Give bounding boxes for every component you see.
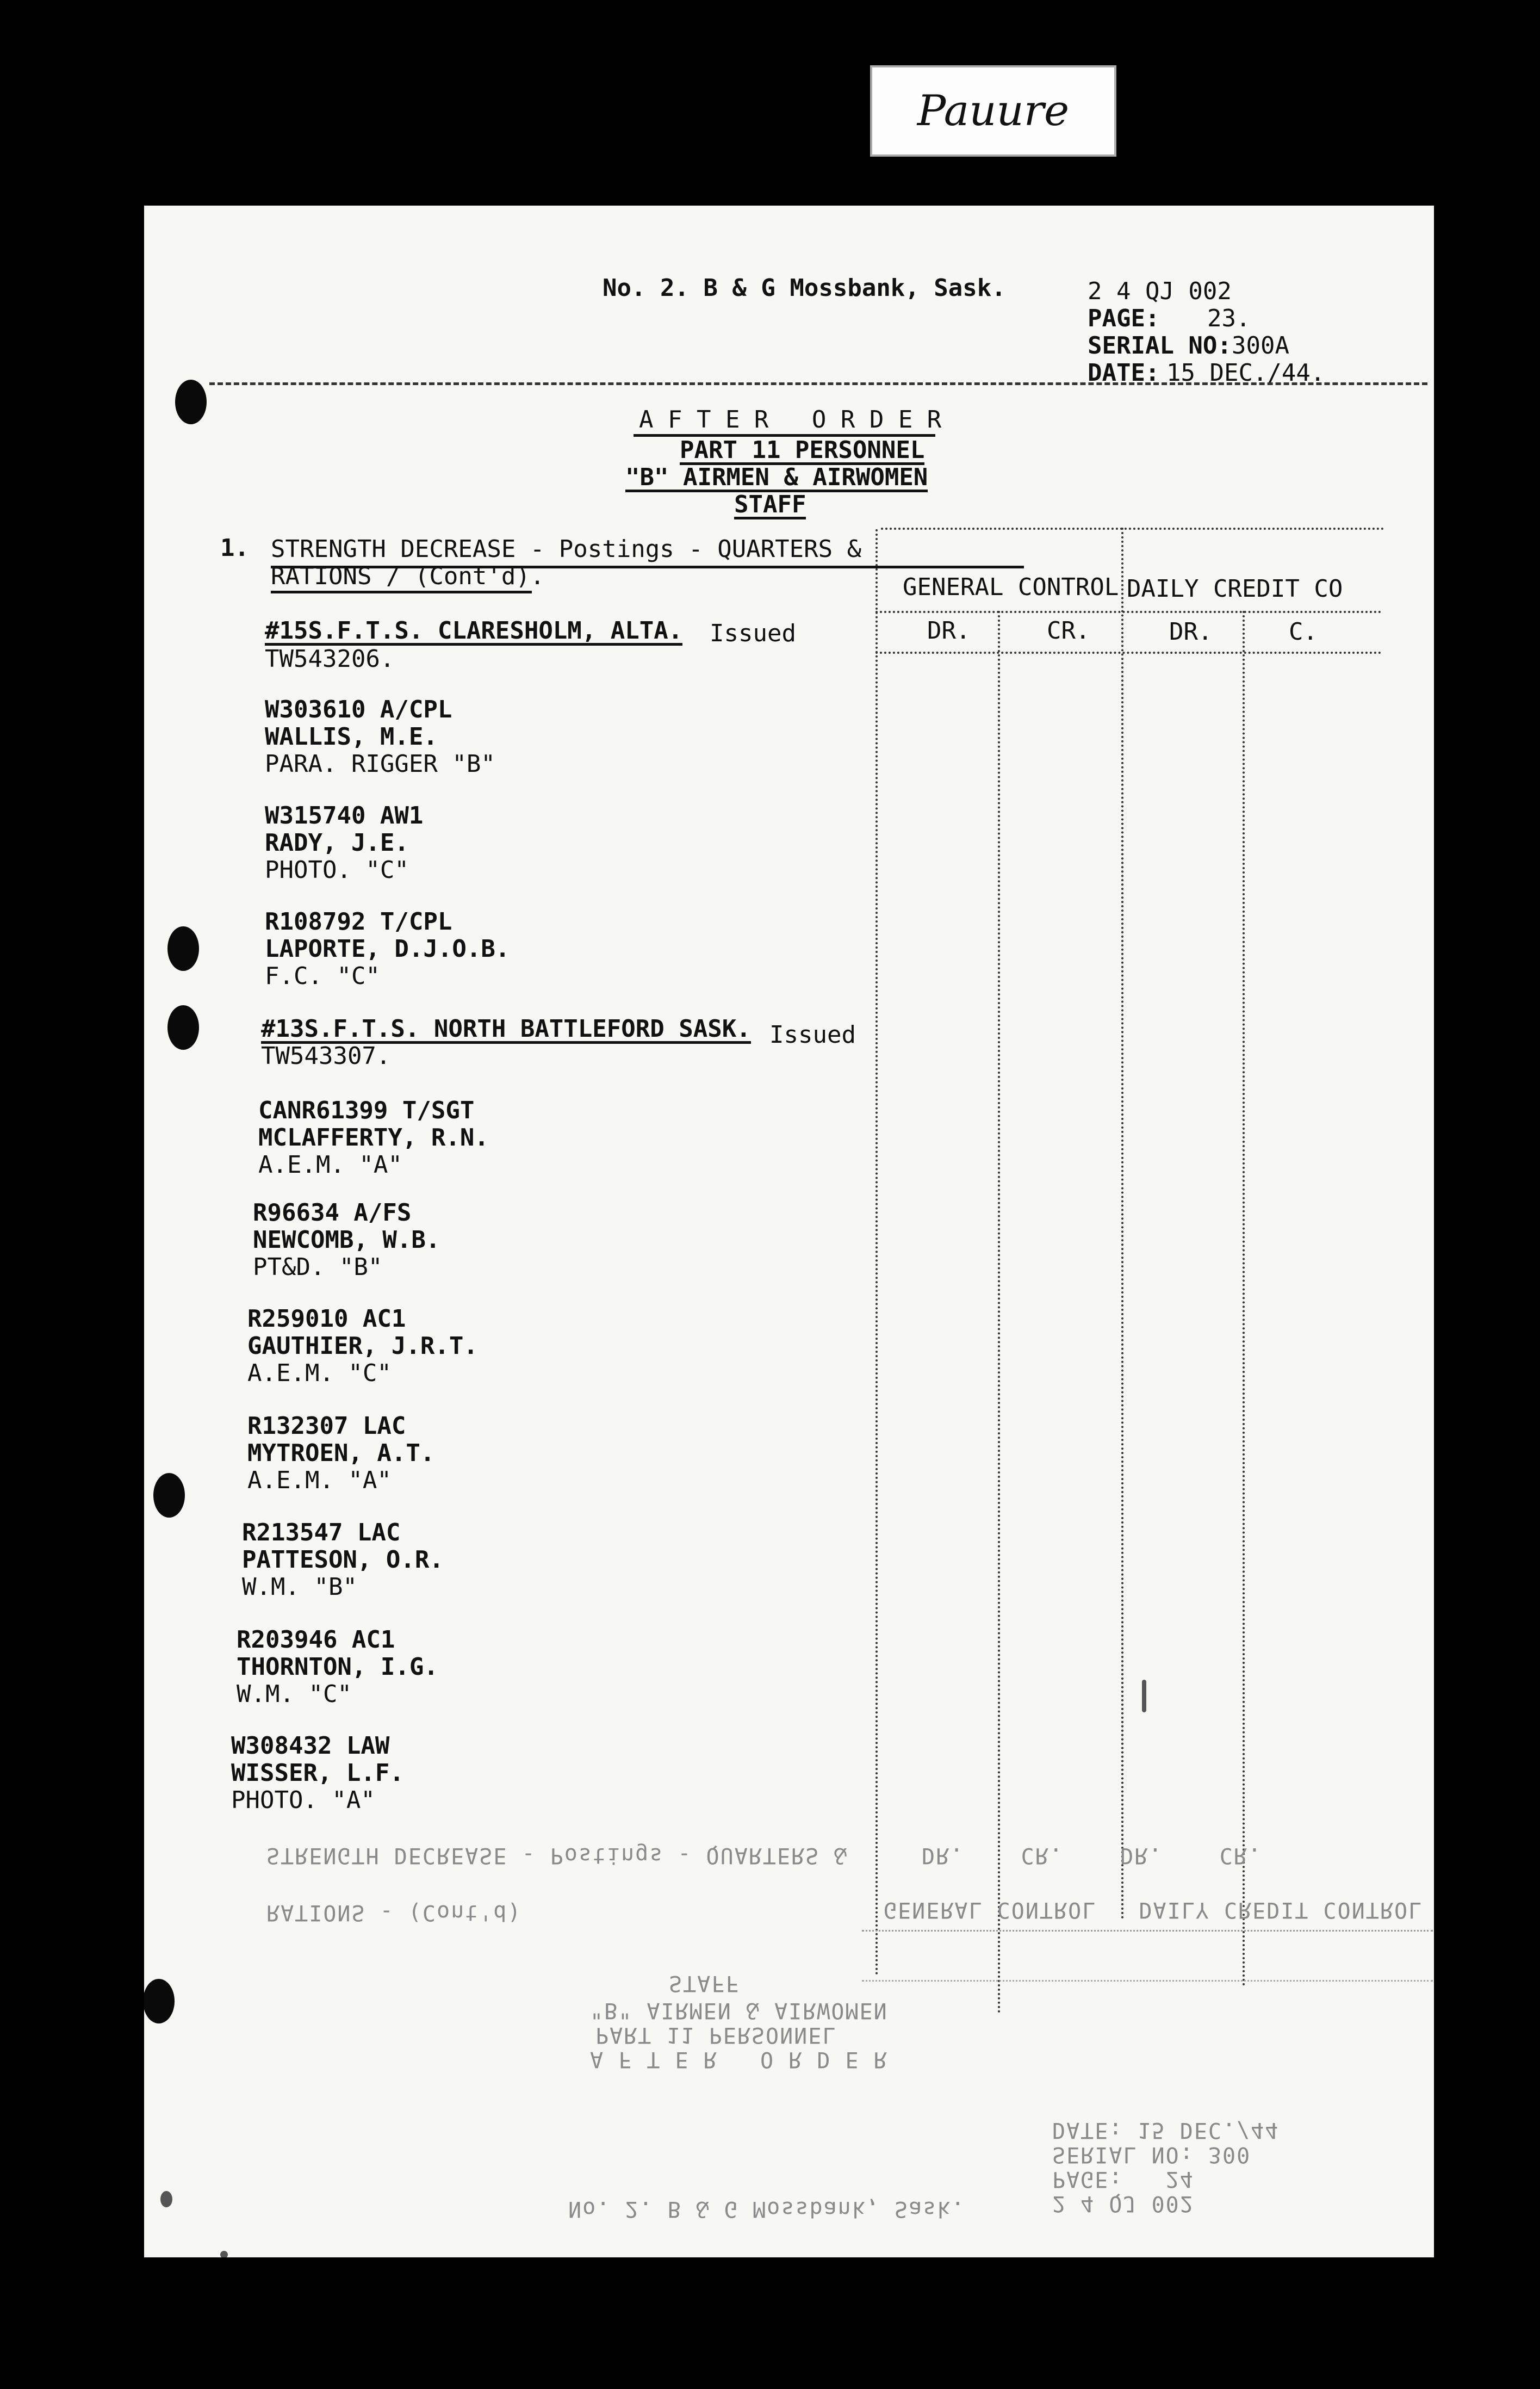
service-number: R213547 LAC bbox=[242, 1519, 401, 1546]
bleed-through-cols-1: GENERAL CONTROL DAILY CREDIT CONTROL bbox=[884, 1897, 1423, 1922]
service-number: W308432 LAW bbox=[231, 1732, 390, 1760]
member-name: THORNTON, I.G. bbox=[237, 1653, 438, 1681]
date-label: DATE: bbox=[1088, 359, 1160, 387]
unit-name: No. 2. B & G Mossbank, Sask. bbox=[603, 274, 1006, 302]
member-name: WALLIS, M.E. bbox=[265, 723, 438, 751]
member-name: WISSER, L.F. bbox=[231, 1759, 404, 1787]
date-value: 15 DEC./44. bbox=[1166, 359, 1325, 387]
ink-speck bbox=[220, 2251, 228, 2257]
bleed-through-ref: 2 4 QJ 002 bbox=[1052, 2191, 1194, 2216]
member-name: GAUTHIER, J.R.T. bbox=[247, 1332, 478, 1360]
section-heading-line1: STRENGTH DECREASE - Postings - QUARTERS & bbox=[271, 535, 862, 563]
service-number: CANR61399 T/SGT bbox=[258, 1097, 475, 1124]
member-name: RADY, J.E. bbox=[265, 829, 409, 857]
member-name: MYTROEN, A.T. bbox=[247, 1439, 435, 1467]
service-number: R203946 AC1 bbox=[237, 1626, 395, 1654]
order-title: A F T E R O R D E R bbox=[639, 406, 942, 434]
member-trade: W.M. "B" bbox=[242, 1573, 357, 1601]
group2-heading: #13S.F.T.S. NORTH BATTLEFORD SASK. bbox=[261, 1015, 751, 1043]
page-value: 23. bbox=[1207, 305, 1251, 332]
section-heading-underline-2 bbox=[271, 591, 532, 593]
serial-value: 300A bbox=[1232, 332, 1289, 360]
bleed-through-heading-1: STRENGTH DECREASE - Postings - QUARTERS & bbox=[266, 1843, 848, 1868]
punch-hole-3 bbox=[167, 1005, 199, 1050]
punch-hole-4 bbox=[153, 1473, 185, 1518]
column-line-3 bbox=[1121, 528, 1123, 1920]
member-name: PATTESON, O.R. bbox=[242, 1546, 444, 1574]
bleed-through-cols-2: DR. CR. DR. CR. bbox=[922, 1843, 1262, 1868]
member-name: NEWCOMB, W.B. bbox=[253, 1226, 440, 1254]
service-number: R96634 A/FS bbox=[253, 1199, 412, 1227]
member-trade: F.C. "C" bbox=[265, 962, 380, 990]
daily-credit-header: DAILY CREDIT CO bbox=[1127, 575, 1343, 603]
cr-col-1: CR. bbox=[1047, 617, 1090, 645]
member-name: LAPORTE, D.J.O.B. bbox=[265, 935, 510, 963]
bleed-through-date: DATE: 15 DEC./44 bbox=[1052, 2118, 1280, 2143]
member-trade: PHOTO. "C" bbox=[265, 856, 409, 884]
member-trade: PARA. RIGGER "B" bbox=[265, 750, 495, 778]
bleed-through-unit: No. 2. B & G Mossbank, Sask. bbox=[568, 2196, 966, 2221]
cr-col-2: C. bbox=[1289, 618, 1318, 646]
member-trade: A.E.M. "A" bbox=[258, 1151, 402, 1179]
order-group: "B" AIRMEN & AIRWOMEN bbox=[625, 463, 928, 491]
member-name: MCLAFFERTY, R.N. bbox=[258, 1124, 489, 1152]
column-line-1 bbox=[875, 529, 878, 1976]
bleed-through-serial: SERIAL NO: 300 bbox=[1052, 2142, 1251, 2167]
ink-speck bbox=[160, 2191, 172, 2207]
group1-heading: #15S.F.T.S. CLARESHOLM, ALTA. bbox=[265, 617, 683, 645]
bleed-through-rule-1 bbox=[862, 1930, 1433, 1932]
bleed-through-title-1: A F T E R O R D E R bbox=[590, 2047, 888, 2072]
member-trade: PHOTO. "A" bbox=[231, 1786, 375, 1814]
column-line-4 bbox=[1243, 611, 1245, 1987]
service-number: R108792 T/CPL bbox=[265, 908, 452, 936]
reference-code: 2 4 QJ 002 bbox=[1088, 277, 1232, 305]
page-label: PAGE: bbox=[1088, 305, 1160, 332]
dr-col-2: DR. bbox=[1169, 618, 1213, 646]
service-number: R132307 LAC bbox=[247, 1412, 406, 1440]
group2-issued: Issued bbox=[769, 1021, 856, 1049]
section-number: 1. bbox=[220, 534, 249, 562]
bleed-through-heading-2: RATIONS - (Cont'd) bbox=[266, 1900, 522, 1925]
table-bottom-rule bbox=[875, 652, 1381, 654]
order-staff: STAFF bbox=[734, 491, 806, 518]
member-trade: A.E.M. "A" bbox=[247, 1466, 392, 1494]
serial-label: SERIAL NO: bbox=[1088, 332, 1232, 360]
punch-hole-2 bbox=[167, 926, 199, 971]
bleed-through-title-4: STAFF bbox=[669, 1971, 740, 1996]
bleed-through-rule-2 bbox=[862, 1980, 1433, 1982]
table-top-rule bbox=[881, 528, 1384, 530]
group1-issued: Issued bbox=[710, 620, 796, 647]
ink-speck bbox=[1142, 1680, 1146, 1712]
service-number: W315740 AW1 bbox=[265, 802, 424, 830]
member-trade: W.M. "C" bbox=[237, 1680, 352, 1708]
punch-hole-5 bbox=[144, 1979, 175, 2023]
punch-hole-1 bbox=[175, 380, 207, 424]
service-number: W303610 A/CPL bbox=[265, 696, 452, 723]
order-part: PART 11 PERSONNEL bbox=[680, 436, 925, 464]
table-mid-rule bbox=[875, 611, 1381, 613]
section-heading-line2: RATIONS / (Cont'd). bbox=[271, 562, 545, 590]
group2-tw: TW543307. bbox=[261, 1042, 391, 1070]
group1-tw: TW543206. bbox=[265, 645, 395, 673]
bleed-through-title-2: PART 11 PERSONNEL bbox=[595, 2022, 837, 2047]
service-number: R259010 AC1 bbox=[247, 1305, 406, 1333]
general-control-header: GENERAL CONTROL bbox=[903, 573, 1119, 601]
document-page bbox=[144, 206, 1434, 2257]
column-line-2 bbox=[998, 611, 1000, 2014]
bleed-through-title-3: "B" AIRMEN & AIRWOMEN bbox=[590, 1998, 888, 2023]
member-trade: PT&D. "B" bbox=[253, 1253, 383, 1281]
handwritten-label: Pauure bbox=[870, 65, 1116, 157]
dr-col-1: DR. bbox=[927, 617, 971, 645]
header-separator bbox=[209, 382, 1427, 385]
member-trade: A.E.M. "C" bbox=[247, 1359, 392, 1387]
bleed-through-page: PAGE: 24 bbox=[1052, 2167, 1194, 2192]
